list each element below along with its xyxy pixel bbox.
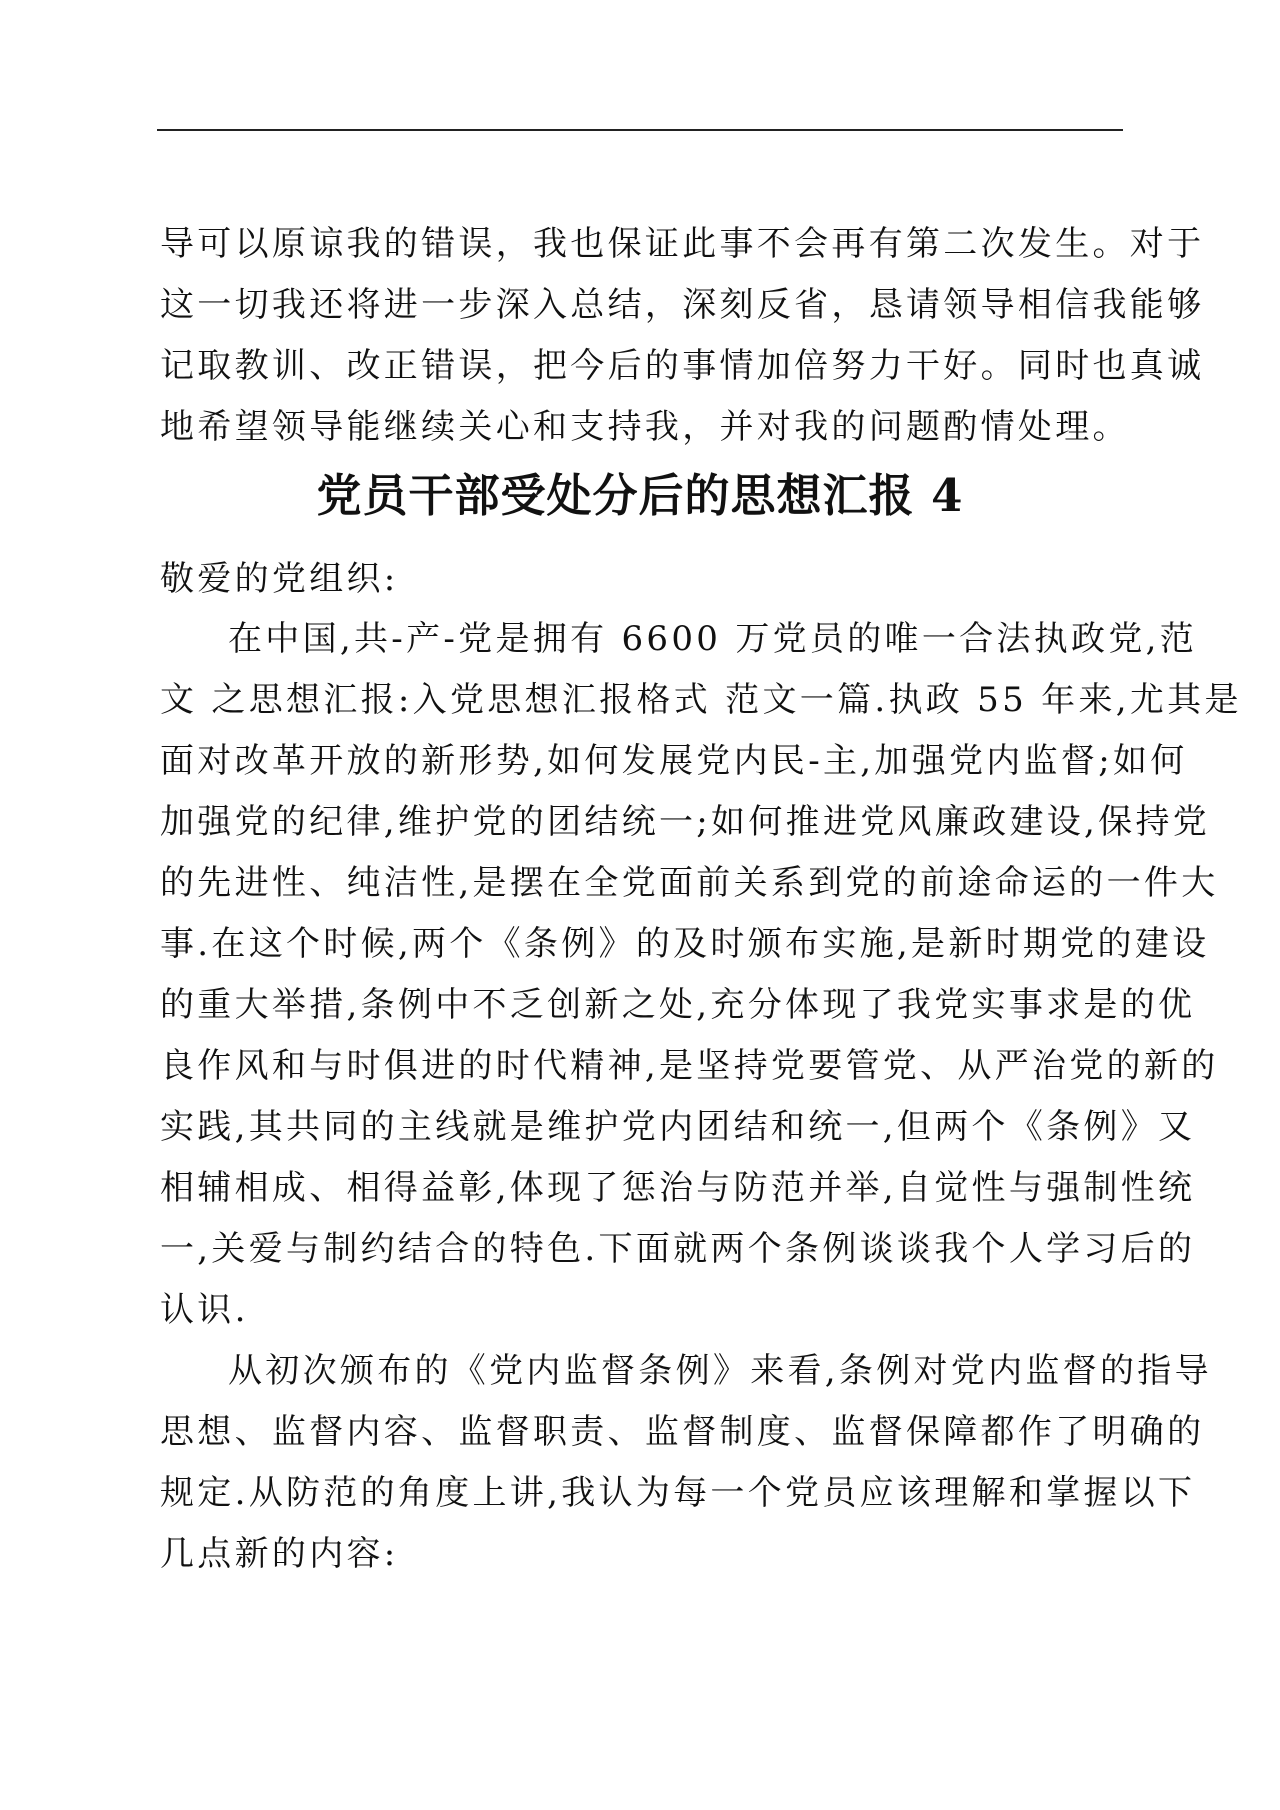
paragraph2-line-4: 几点新的内容: [160,1534,399,1574]
paragraph1-line-11: 一,关爱与制约结合的特色.下面就两个条例谈谈我个人学习后的 [160,1229,1196,1269]
paragraph1-line-3: 面对改革开放的新形势,如何发展党内民-主,加强党内监督;如何 [160,741,1188,781]
paragraph1-line-12: 认识. [160,1290,249,1330]
paragraph2-line-1: 从初次颁布的《党内监督条例》来看,条例对党内监督的指导 [228,1351,1212,1391]
paragraph1-line-7: 的重大举措,条例中不乏创新之处,充分体现了我党实事求是的优 [160,985,1196,1025]
paragraph1-line-8: 良作风和与时俱进的时代精神,是坚持党要管党、从严治党的新的 [160,1046,1219,1086]
paragraph1-line-1: 在中国,共-产-党是拥有 6600 万党员的唯一合法执政党,范 [228,619,1198,659]
paragraph1-line-4: 加强党的纪律,维护党的团结统一;如何推进党风廉政建设,保持党 [160,802,1211,842]
continuation-line-3: 记取教训、改正错误，把今后的事情加倍努力干好。同时也真诚 [160,346,1205,386]
continuation-line-4: 地希望领导能继续关心和支持我，并对我的问题酌情处理。 [160,407,1130,447]
document-title: 党员干部受处分后的思想汇报 4 [316,469,964,522]
continuation-line-2: 这一切我还将进一步深入总结，深刻反省，恳请领导相信我能够 [160,285,1205,325]
paragraph1-line-9: 实践,其共同的主线就是维护党内团结和统一,但两个《条例》又 [160,1107,1196,1147]
paragraph1-line-6: 事.在这个时候,两个《条例》的及时颁布实施,是新时期党的建设 [160,924,1210,964]
continuation-line-1: 导可以原谅我的错误，我也保证此事不会再有第二次发生。对于 [160,224,1205,264]
paragraph1-line-10: 相辅相成、相得益彰,体现了惩治与防范并举,自觉性与强制性统 [160,1168,1196,1208]
paragraph1-line-2: 文 之思想汇报:入党思想汇报格式 范文一篇.执政 55 年来,尤其是 [160,680,1242,720]
paragraph2-line-2: 思想、监督内容、监督职责、监督制度、监督保障都作了明确的 [160,1412,1205,1452]
salutation: 敬爱的党组织: [160,559,399,599]
paragraph2-line-3: 规定.从防范的角度上讲,我认为每一个党员应该理解和掌握以下 [160,1473,1196,1513]
header-rule [157,129,1123,131]
paragraph1-line-5: 的先进性、纯洁性,是摆在全党面前关系到党的前途命运的一件大 [160,863,1219,903]
